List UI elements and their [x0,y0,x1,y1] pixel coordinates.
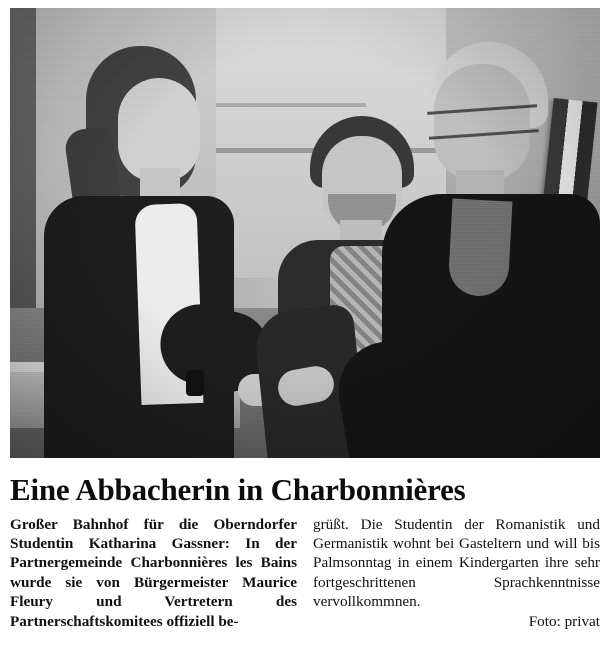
photo-grain [10,8,600,458]
page-title: Eine Abbacherin in Charbonnières [10,472,466,507]
article-column-right-text: grüßt. Die Studentin der Romanistik und Germanistik wohnt bei Gasteltern und will bis Palmsonntag in einem Kindergarten ihre sehr fortgeschrittenen Sprachkenntnisse vervollkommnen. [313,515,600,611]
article-column-left-text: Großer Bahnhof für die Oberndorfer Studentin Katharina Gassner: In der Partnergemeinde Charbonnières les Bains wurde sie von Bürgermeister Maurice Fleury und Vertretern des Partnerschaftskomitees offiziell be- [10,515,297,630]
article-photo [10,8,600,458]
article-body [10,515,600,632]
article-column-right [313,515,600,632]
article-column-left [10,515,297,632]
photo-credit: Foto: privat [528,612,600,630]
